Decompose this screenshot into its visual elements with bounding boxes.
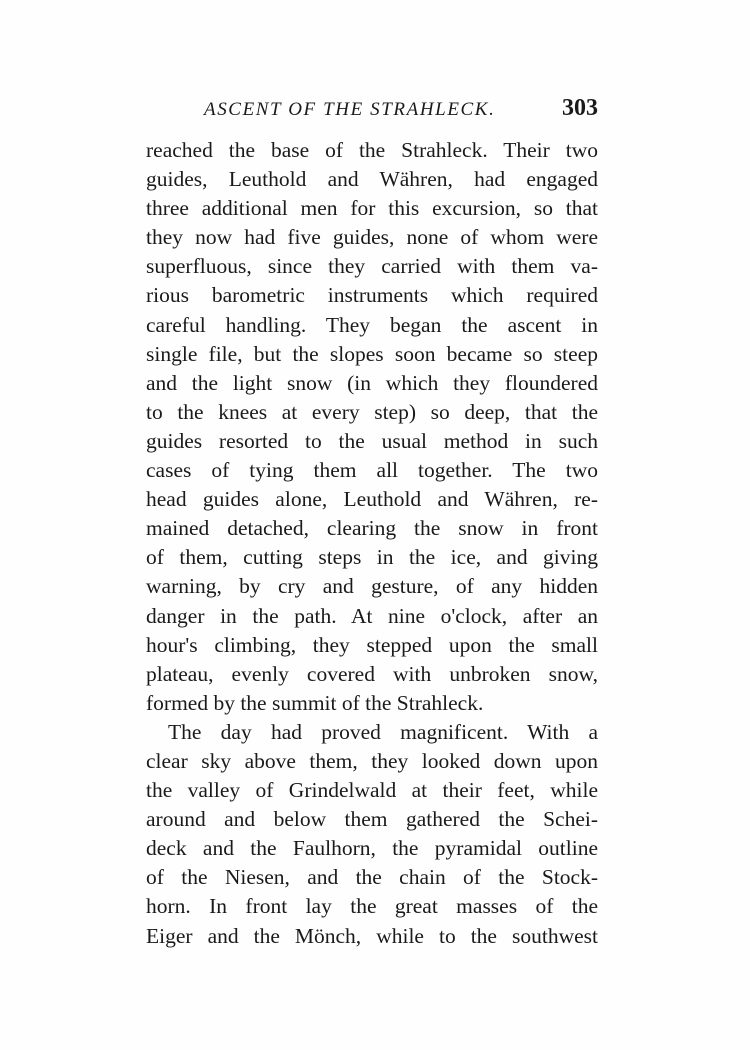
running-head [146,95,598,125]
text-line: mained detached, clearing the snow in front [146,516,598,541]
text-line: reached the base of the Strahleck. Their two [146,138,598,162]
text-line: and the light snow (in which they floundered [146,370,598,395]
text-line: three additional men for this excursion, so that [146,196,598,221]
text-line: to the knees at every step) so deep, that the [146,399,598,424]
text-line: horn. In front lay the great masses of the [146,894,598,919]
text-line: they now had five guides, none of whom were [146,225,598,250]
text-line: rious barometric instruments which required [146,283,598,308]
text-line: around and below them gathered the Schei- [146,807,598,832]
text-line: warning, by cry and gesture, of any hidden [146,574,598,599]
text-line: superfluous, since they carried with them va- [146,254,598,279]
text-line: Eiger and the Mönch, while to the southwest [146,923,598,948]
text-line: plateau, evenly covered with unbroken snow, [146,661,598,686]
paragraph-1 [146,136,598,718]
text-line: hour's climbing, they stepped upon the small [146,632,598,657]
text-line: of the Niesen, and the chain of the Stock- [146,865,598,890]
text-line: the valley of Grindelwald at their feet, while [146,778,598,803]
text-line: single file, but the slopes soon became so steep [146,341,598,366]
text-line: danger in the path. At nine o'clock, after an [146,603,598,628]
text-line: formed by the summit of the Strahleck. [146,690,484,715]
text-line: cases of tying them all together. The two [146,458,598,483]
text-line: of them, cutting steps in the ice, and giving [146,545,598,570]
page-number: 303 [562,95,598,121]
text-line: The day had proved magnificent. With a [168,719,598,744]
text-line: deck and the Faulhorn, the pyramidal outline [146,836,598,861]
body-text [146,136,598,951]
text-line: guides, Leuthold and Währen, had engaged [146,167,598,192]
running-title: ASCENT OF THE STRAHLECK. [204,99,496,120]
text-line: careful handling. They began the ascent in [146,312,598,337]
text-line: head guides alone, Leuthold and Währen, re- [146,487,598,512]
text-line: clear sky above them, they looked down upon [146,748,598,773]
paragraph-2 [146,718,598,951]
text-line: guides resorted to the usual method in such [146,428,598,453]
